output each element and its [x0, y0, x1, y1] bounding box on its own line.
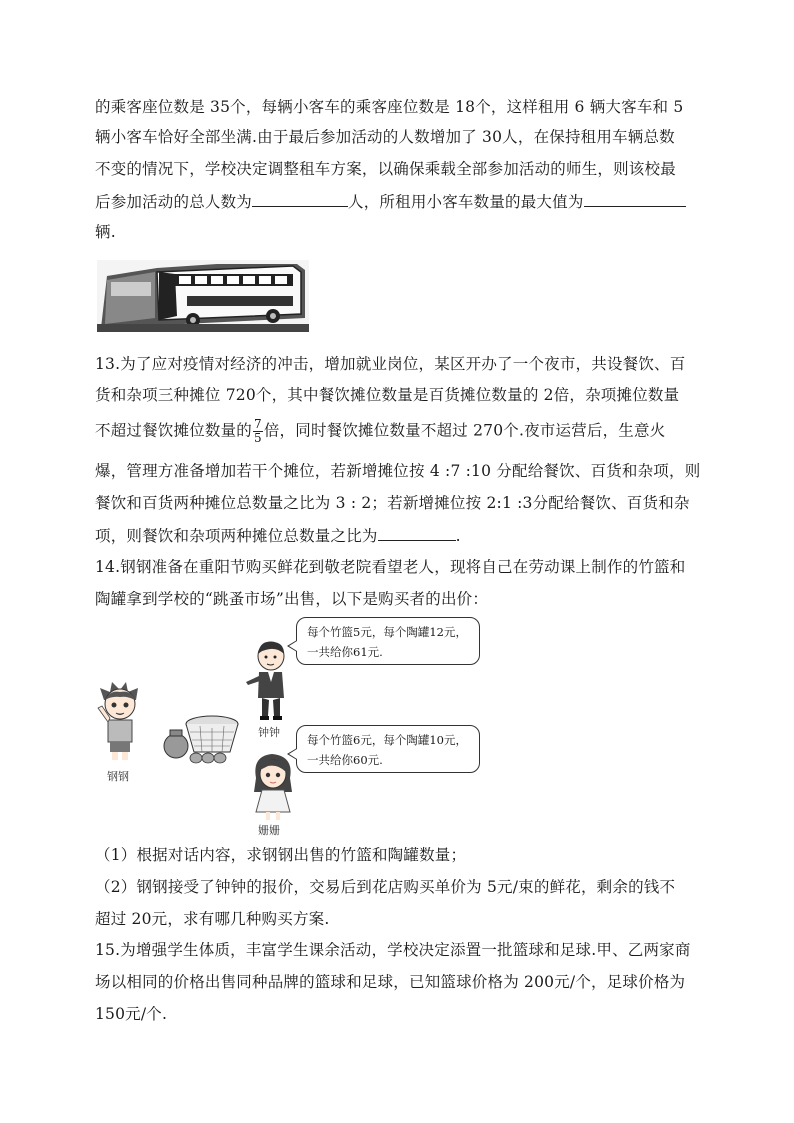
name-ganggang: 钢钢: [107, 770, 129, 783]
fraction-seven-fifths: [253, 418, 263, 445]
q12-line-5: 辆.: [95, 223, 116, 241]
speech-bubble-zhongzhong: [296, 617, 480, 665]
q13-line-3-b: 倍，同时餐饮摊位数量不超过 270个.夜市运营后，生意火: [263, 421, 666, 440]
q13-line-3: [95, 418, 705, 445]
bubble-2-line-2: 一共给你60元.: [307, 753, 383, 767]
q15-line-3: 150元/个.: [95, 1005, 168, 1023]
q15-line-2: 场以相同的价格出售同种品牌的篮球和足球，已知篮球价格为 200元/个，足球价格为: [95, 973, 686, 991]
bubble-2-line-1: 每个竹篮6元，每个陶罐10元，: [307, 733, 467, 747]
answer-blank-ratio[interactable]: [378, 524, 456, 541]
shanshan-figure: [248, 752, 298, 822]
q15-line-1: 15.为增强学生体质，丰富学生课余活动，学校决定添置一批篮球和足球.甲、乙两家商: [95, 941, 691, 959]
q14-line-2: 陶罐拿到学校的“跳蚤市场”出售，以下是购买者的出价：: [95, 590, 489, 608]
zhongzhong-figure: [244, 640, 294, 722]
q13-line-4: 爆，管理方准备增加若干个摊位，若新增摊位按 4 :7 :10 分配给餐饮、百货和杂项，则: [95, 462, 701, 480]
bubble-1-line-1: 每个竹篮5元，每个陶罐12元，: [307, 625, 467, 639]
answer-blank-minibus[interactable]: [584, 190, 686, 207]
q13-line-6: [95, 524, 705, 547]
q13-line-6-a: 项，则餐饮和杂项两种摊位总数量之比为: [95, 527, 378, 545]
basket-and-pots-illustration: [160, 712, 242, 764]
bus-illustration: [97, 258, 309, 334]
q13-line-2: 货和杂项三种摊位 720个，其中餐饮摊位数量是百货摊位数量的 2倍，杂项摊位数量: [95, 386, 680, 404]
q12-line-4: [95, 190, 705, 213]
q13-line-6-b: .: [455, 527, 461, 545]
speech-bubble-shanshan: [296, 725, 480, 773]
q14-part-2-line-1: （2）钢钢接受了钟钟的报价，交易后到花店购买单价为 5元/束的鲜花，剩余的钱不: [95, 878, 676, 896]
q14-part-1: （1）根据对话内容，求钢钢出售的竹篮和陶罐数量；: [95, 846, 467, 864]
bubble-1-line-2: 一共给你61元.: [307, 645, 383, 659]
q14-part-2-line-2: 超过 20元，求有哪几种购买方案.: [95, 910, 330, 928]
q12-line-4-a: 后参加活动的总人数为: [95, 193, 253, 211]
fraction-numerator: 7: [254, 417, 262, 431]
q12-line-3: 不变的情况下，学校决定调整租车方案，以确保乘载全部参加活动的师生，则该校最: [95, 160, 676, 178]
q13-line-1: 13.为了应对疫情对经济的冲击，增加就业岗位，某区开办了一个夜市，共设餐饮、百: [95, 355, 686, 373]
q13-line-5: 餐饮和百货两种摊位总数量之比为 3 : 2；若新增摊位按 2:1 :3分配给餐饮、百货和杂: [95, 494, 690, 512]
fraction-denominator: 5: [254, 431, 262, 445]
name-shanshan: 姗姗: [258, 824, 280, 837]
answer-blank-total[interactable]: [252, 190, 348, 207]
name-zhongzhong: 钟钟: [258, 726, 280, 739]
q12-line-2: 辆小客车恰好全部坐满.由于最后参加活动的人数增加了 30人，在保持租用车辆总数: [95, 128, 675, 146]
ganggang-figure: [96, 682, 144, 764]
q12-line-1: 的乘客座位数是 35个，每辆小客车的乘客座位数是 18个，这样租用 6 辆大客车和 5: [95, 98, 684, 116]
q14-line-1: 14.钢钢准备在重阳节购买鲜花到敬老院看望老人，现将自己在劳动课上制作的竹篮和: [95, 558, 686, 576]
q13-line-3-a: 不超过餐饮摊位数量的: [95, 421, 253, 440]
q12-line-4-b: 人，所租用小客车数量的最大值为: [348, 193, 584, 211]
